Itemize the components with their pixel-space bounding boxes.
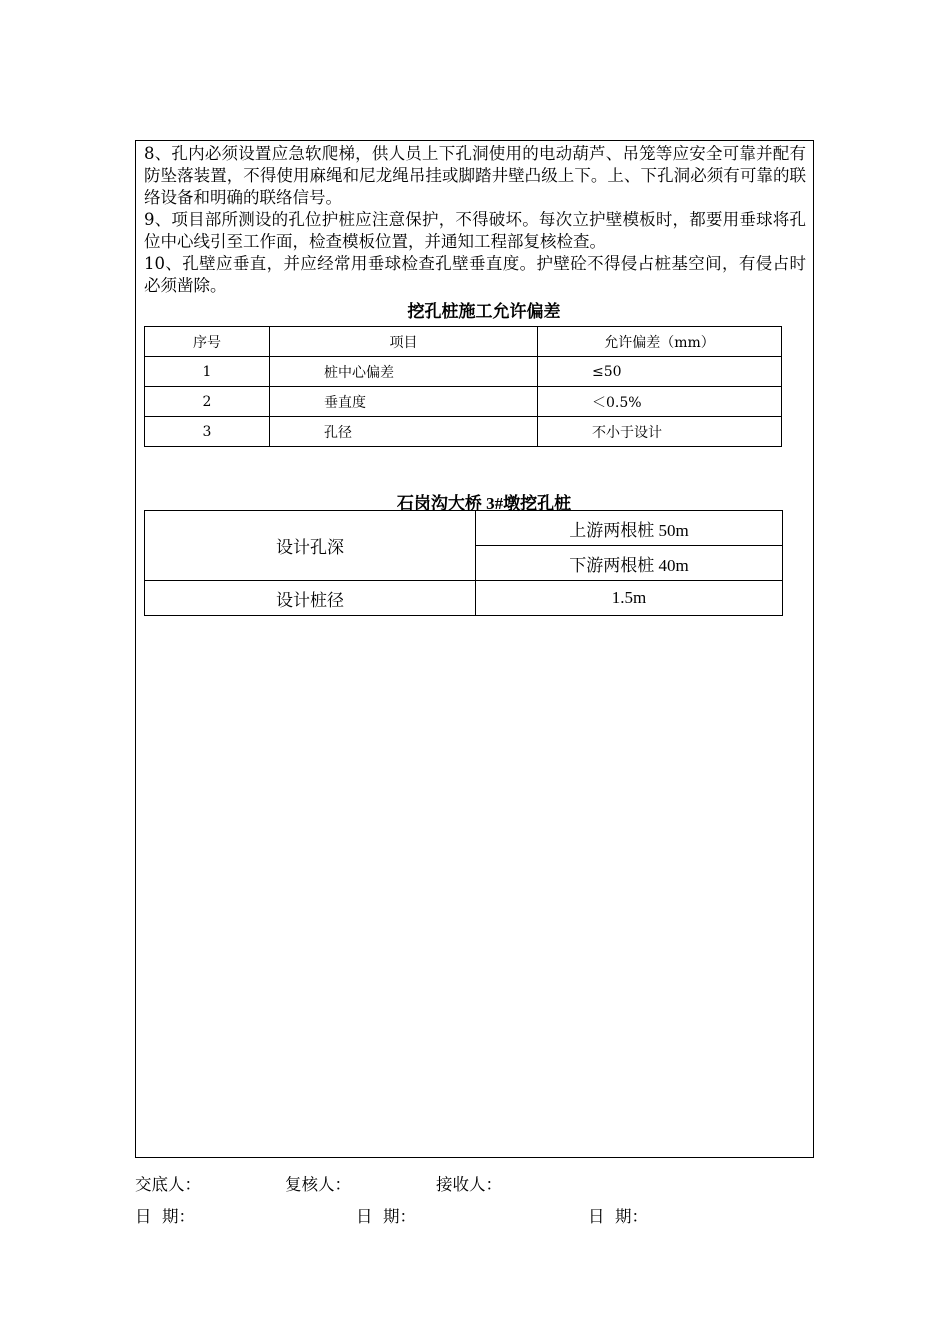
note-item-9: 9、项目部所测设的孔位护桩应注意保护，不得破坏。每次立护壁模板时，都要用垂球将孔位中心线引至工作面，检查模板位置，并通知工程部复核检查。 — [144, 210, 806, 251]
table-row — [145, 511, 783, 546]
cell-item: 垂直度 — [270, 387, 538, 417]
briefer-label: 交底人： — [135, 1175, 201, 1194]
date-label-2: 日 期： — [356, 1207, 416, 1226]
cell-seq: 2 — [145, 387, 270, 417]
table-row — [145, 417, 782, 447]
design-diameter-label: 设计桩径 — [145, 581, 476, 616]
cell-item: 桩中心偏差 — [270, 357, 538, 387]
note-item-10: 10、孔壁应垂直，并应经常用垂球检查孔壁垂直度。护壁砼不得侵占桩基空间，有侵占时必须凿除。 — [144, 254, 806, 295]
cell-tolerance: 不小于设计 — [538, 417, 782, 447]
cell-tolerance: ＜0.5% — [538, 387, 782, 417]
cell-item: 孔径 — [270, 417, 538, 447]
table-row — [145, 387, 782, 417]
cell-tolerance: ≤50 — [538, 357, 782, 387]
header-seq: 序号 — [145, 327, 270, 357]
header-item: 项目 — [270, 327, 538, 357]
note-item-8: 8、孔内必须设置应急软爬梯，供人员上下孔洞使用的电动葫芦、吊笼等应安全可靠并配有防坠落装置，不得使用麻绳和尼龙绳吊挂或脚踏井壁凸级上下。上、下孔洞必须有可靠的联络设备和明确的联络信号。 — [144, 144, 806, 207]
tolerance-table-title: 挖孔桩施工允许偏差 — [407, 302, 561, 322]
reviewer-label: 复核人： — [285, 1175, 351, 1194]
table-row — [145, 357, 782, 387]
design-depth-label: 设计孔深 — [145, 511, 476, 581]
pile-table-title: 石岗沟大桥 3#墩挖孔桩 — [396, 494, 572, 513]
date-label-1: 日 期： — [135, 1207, 195, 1226]
pile-table — [144, 510, 783, 616]
tolerance-table — [144, 326, 782, 447]
cell-seq: 1 — [145, 357, 270, 387]
header-tolerance: 允许偏差（mm） — [538, 327, 782, 357]
downstream-depth: 下游两根桩 40m — [476, 546, 783, 581]
cell-seq: 3 — [145, 417, 270, 447]
table-row — [145, 581, 783, 616]
upstream-depth: 上游两根桩 50m — [476, 511, 783, 546]
date-label-3: 日 期： — [588, 1207, 648, 1226]
design-diameter-value: 1.5m — [476, 581, 783, 616]
table-header-row — [145, 327, 782, 357]
receiver-label: 接收人： — [436, 1175, 502, 1194]
